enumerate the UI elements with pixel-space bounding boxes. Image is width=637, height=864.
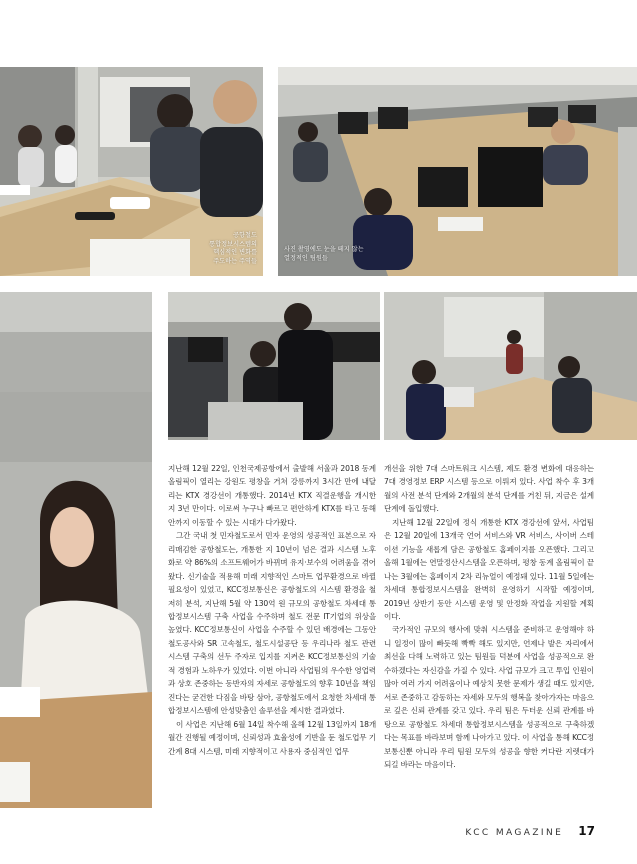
- office-photo-caption: [284, 246, 364, 263]
- article-right-column: [384, 462, 594, 771]
- office-photo: [278, 67, 637, 276]
- article-paragraph: 이 사업은 지난해 6월 14일 착수해 올해 12월 13일까지 18개월간 진행될 예정이며, 신뢰성과 효율성에 기반을 둔 철도업무 기간계 8대 시스템, 미래 지향적이고 사용자 중심적인 업무: [168, 719, 376, 756]
- caption-line: 통합정보시스템의: [209, 240, 257, 248]
- portrait-photo: [0, 292, 152, 808]
- page-footer: [465, 820, 595, 839]
- caption-line: 공항철도: [233, 232, 257, 239]
- caption-line: 열정적인 팀원들: [284, 254, 328, 262]
- article-left-column: [168, 462, 376, 758]
- monitor-photo-illustration: [168, 292, 380, 440]
- article-paragraph: 국가적인 규모의 행사에 맞춰 시스템을 준비하고 운영해야 하니 일정이 많이 빠듯해 빡빡 해도 있지만, 언제나 발은 자리에서 최선을 다해 노력하고 있는 팀원들 덕분에 사업을 성공적으로 완수하겠다는 자신감을 가질 수 있다. 사업 규모가 크고 투입 인원이 많아 여러 가지 어려움이나 예상치 못한 문제가 생길 때도 있지만, 서로 존중하고 감동하는 자세와 모두의 행복을 찾아가자는 마음으로 깊은 신뢰 관계를 갖고 있다. 우리 팀은 두터운 신뢰 관계를 바탕으로 공항철도 차세대 통합정보시스템을 성공적으로 구축하겠다는 목표를 바라보며 함께 나아가고 있다. 이 사업을 통해 KCC정보통신뿐 아니라 우리 팀원 모두의 성공을 향한 커다란 지렛대가 되길 바라는 마음이다.: [384, 625, 594, 769]
- presentation-photo: [384, 292, 637, 440]
- meeting-photo-caption: [209, 232, 257, 266]
- article-paragraph: 지난해 12월 22일에 정식 개통한 KTX 경강선에 앞서, 사업팀은 12월 20일에 13개국 언어 서비스와 VR 서비스, 사이버 스테이션 기능을 새롭게 담은 공항철도 홈페이지를 오픈했다. 그리고 올해 1월에는 연말정산시스템을 오픈하며, 평창 동계 올림픽이 끝나는 3월에는 홈페이지 2차 리뉴얼이 예정돼 있다. 11월 5일에는 차세대 통합정보시스템을 완벽히 운영하기 시작할 예정이며, 2019년 상반기 동안 시스템 운영 및 안정화 작업을 지원할 계획이다.: [384, 517, 594, 621]
- caption-line: 핵심적인 변화를: [213, 249, 257, 257]
- magazine-name: KCC MAGAZINE: [465, 828, 564, 838]
- monitor-photo: [168, 292, 380, 440]
- article-paragraph: 개선을 위한 7대 스마트워크 시스템, 제도 환경 변화에 대응하는 7대 경영정보 ERP 시스템 등으로 이뤄져 있다. 사업 착수 후 3개월의 사전 분석 단계와 2개월의 분석 단계를 거친 뒤, 지금은 설계 단계에 돌입했다.: [384, 464, 594, 514]
- meeting-photo: [0, 67, 263, 276]
- portrait-photo-illustration: [0, 292, 152, 808]
- page-number: 17: [578, 824, 595, 838]
- office-photo-illustration: [278, 67, 637, 276]
- presentation-photo-illustration: [384, 292, 637, 440]
- article-paragraph: 그간 국내 첫 민자철도로서 민자 운영의 성공적인 표본으로 자리매김한 공항철도는, 개통한 지 10년이 넘은 결과 시스템 노후화로 약 86%의 소프트웨어가 바뀌며 유지·보수의 어려움을 겪어왔다. 신기술을 적용해 미래 지향적인 스마트 업무환경으로 바뀔 필요성이 있었고, KCC정보통신은 공항철도의 시스템 환경을 철저히 분석, 지난해 5월 약 130억 원 규모의 공항철도 차세대 통합정보시스템 구축 사업을 수주하며 철도 전문 IT기업의 위상을 높였다. KCC정보통신이 사업을 수주할 수 있던 배경에는 그동안 철도공사와 SR 고속철도, 철도시설공단 등 우리나라 철도 관련 시스템 구축의 선두 주자로 입지를 지켜온 KCC정보통신의 기술적 경험과 노하우가 있었다. 이번 아니라 사업팀의 우수한 영업력과 상호 존중하는 동반자의 자세로 공항철도의 향후 10년을 책임진다는 굳건한 다짐을 바탕 삼아, 공항철도에서 요청한 차세대 통합정보시스템에 안성맞춤인 솔루션을 제시한 결과였다.: [168, 531, 376, 716]
- caption-line: 주도하는 주역들: [213, 257, 257, 265]
- article-paragraph: 지난해 12월 22일, 인천국제공항에서 출발해 서울과 2018 동계 올림픽이 열리는 강원도 평창을 거쳐 강릉까지 3시간 만에 내달리는 KTX 경강선이 개통했다. 2014년 KTX 직결운행을 개시한 지 3년 만이다. 이로써 누구나 빠르고 편안하게 KTX를 타고 동해안까지 이동할 수 있는 시대가 다가왔다.: [168, 464, 376, 527]
- caption-line: 사진 촬영에도 눈을 떼지 않는: [284, 246, 364, 253]
